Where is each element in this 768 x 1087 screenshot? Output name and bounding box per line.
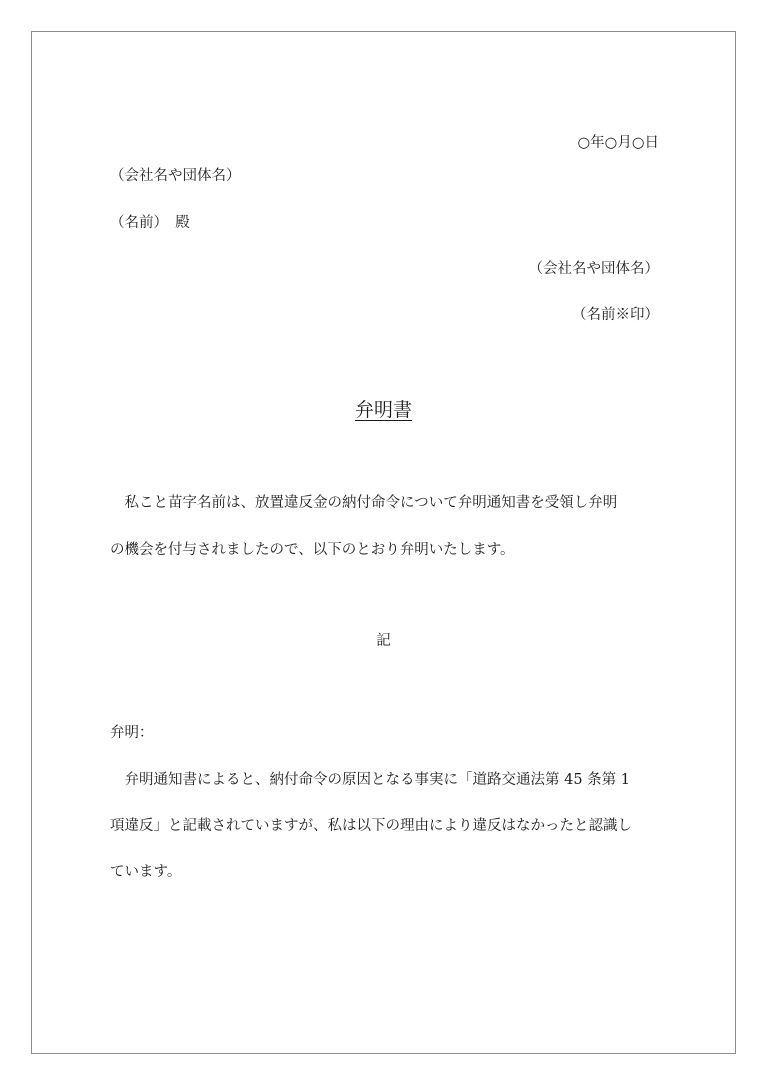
- intro-line-1: 私こと苗字名前は、放置違反金の納付命令について弁明通知書を受領し弁明: [110, 495, 618, 511]
- section-label: 弁明：: [110, 725, 154, 741]
- sender-company: （会社名や団体名）: [528, 261, 659, 277]
- document-page: [31, 31, 736, 1054]
- recipient-company: （会社名や団体名）: [110, 168, 241, 184]
- recipient-name: （名前） 殿: [110, 215, 190, 231]
- sender-name: （名前※印）: [572, 307, 659, 323]
- body-line-3: ています。: [110, 864, 182, 880]
- document-date: ○年○月○日: [577, 135, 659, 151]
- body-line-2: 項違反」と記載されていますが、私は以下の理由により違反はなかったと認識し: [110, 818, 632, 834]
- body-line-1: 弁明通知書によると、納付命令の原因となる事実に「道路交通法第 45 条第 1: [110, 772, 631, 788]
- document-title-text: 弁明書: [354, 399, 412, 421]
- ki-heading: 記: [376, 633, 391, 649]
- intro-line-2: の機会を付与されましたので、以下のとおり弁明いたします。: [110, 542, 515, 558]
- document-title: [32, 397, 735, 423]
